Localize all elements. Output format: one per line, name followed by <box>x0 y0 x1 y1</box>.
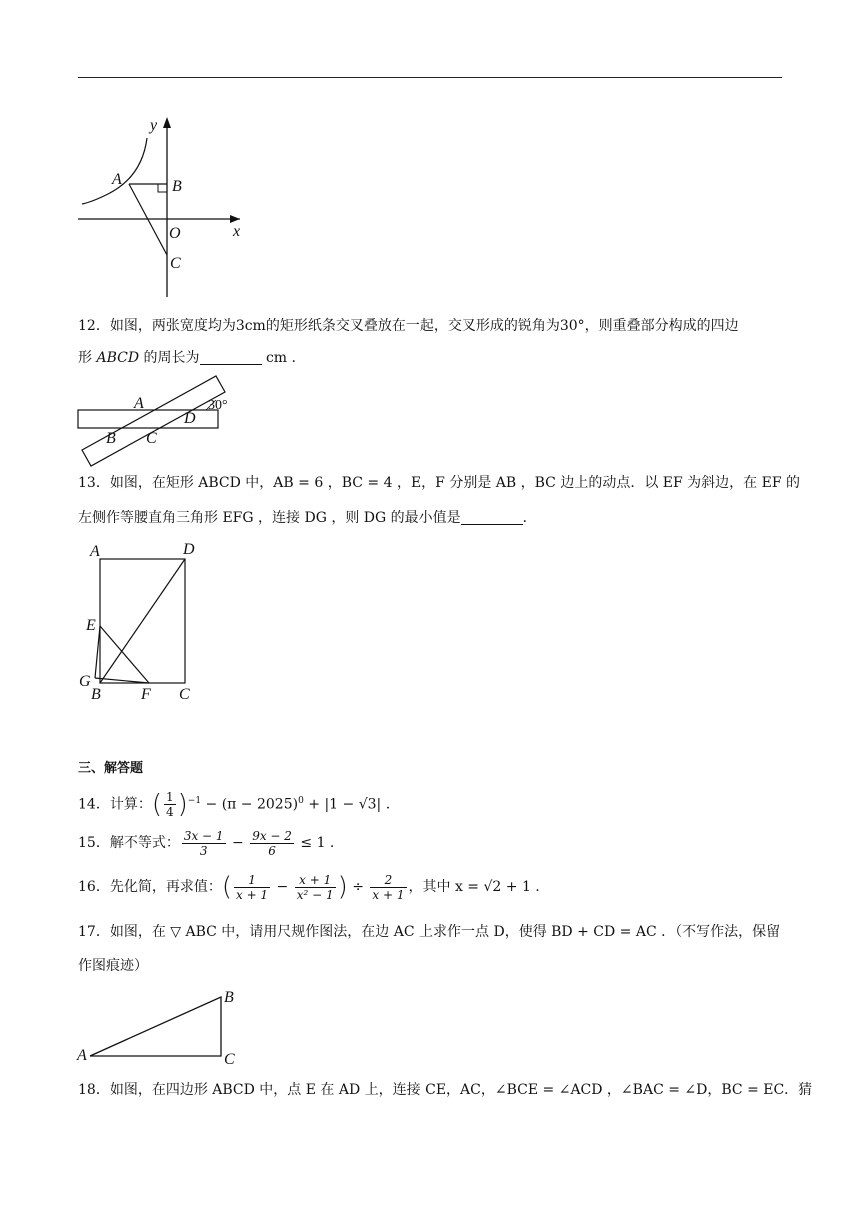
q12-line2: 形 ABCD 的周长为 cm . <box>78 350 296 366</box>
q15: 15．解不等式： $\frac{3x - 1}{3}$ − $\frac{9x - 2}{6}$ ≤ 1 . <box>78 828 335 858</box>
fig12-label-c: C <box>146 430 157 447</box>
figure-q17-triangle <box>75 985 245 1068</box>
fig11-label-a: A <box>112 171 122 188</box>
fig13-label-d: D <box>183 541 195 558</box>
fig13-label-c: C <box>179 686 190 703</box>
fig12-label-b: B <box>106 430 116 447</box>
q17-line1: 17．如图，在 ▽ ABC 中，请用尺规作图法，在边 AC 上求作一点 D，使得 BD + CD = AC ．（不写作法，保留 <box>78 924 781 940</box>
fig11-label-x: x <box>233 223 241 240</box>
header-rule <box>78 77 782 78</box>
fig17-label-b: B <box>224 989 234 1006</box>
fig17-label-a: A <box>77 1047 87 1064</box>
figure-q13-rectangle <box>75 540 215 705</box>
fig13-label-e: E <box>86 617 96 634</box>
fig13-label-a: A <box>90 543 100 560</box>
q16: 16．先化简，再求值：( $\frac{1}{x + 1}$ − $\frac{x + 1}{\text{x² − 1}}$ ) ÷ $\frac{2}{x + 1}$ ，其中 x = √2 + 1 . <box>78 872 540 902</box>
q18-line1: 18．如图，在四边形 ABCD 中，点 E 在 AD 上，连接 CE，AC，∠BCE = ∠ACD ，∠BAC = ∠D，BC = EC．猜 <box>78 1082 813 1098</box>
section-heading: 三、解答题 <box>78 761 144 776</box>
q13-line2: 左侧作等腰直角三角形 EFG ，连接 DG ，则 DG 的最小值是 ． <box>78 510 537 526</box>
fig13-label-g: G <box>79 673 91 690</box>
q13-line1: 13．如图，在矩形 ABCD 中，AB = 6 ，BC = 4 ，E，F 分别是 AB ，BC 边上的动点．以 EF 为斜边，在 EF 的 <box>78 475 801 491</box>
fig13-label-f: F <box>141 686 151 703</box>
fig11-label-o: O <box>169 225 181 242</box>
fig12-label-a: A <box>134 395 144 412</box>
fig11-label-y: y <box>150 117 158 134</box>
fig11-label-c: C <box>170 255 181 272</box>
fig12-angle: 30° <box>208 398 228 413</box>
fig11-label-b: B <box>172 178 182 195</box>
figure-q11-coordinate <box>70 112 260 302</box>
fig12-label-d: D <box>184 410 196 427</box>
answer-blank-q13[interactable] <box>461 510 523 525</box>
q12-line1: 12．如图，两张宽度均为3cm的矩形纸条交叉叠放在一起，交叉形成的锐角为30°，则重叠部分构成的四边 <box>78 318 739 334</box>
answer-blank-q12[interactable] <box>200 350 262 365</box>
q14: 14．计算：( $\frac{1}{4}$ )$^{-1} - (\pi - 2025)^0 + |1 - √3|$ . <box>78 789 391 820</box>
q17-line2: 作图痕迹） <box>78 958 148 974</box>
figure-q12-strips <box>70 370 250 470</box>
fig13-label-b: B <box>91 686 101 703</box>
fig17-label-c: C <box>224 1051 235 1068</box>
